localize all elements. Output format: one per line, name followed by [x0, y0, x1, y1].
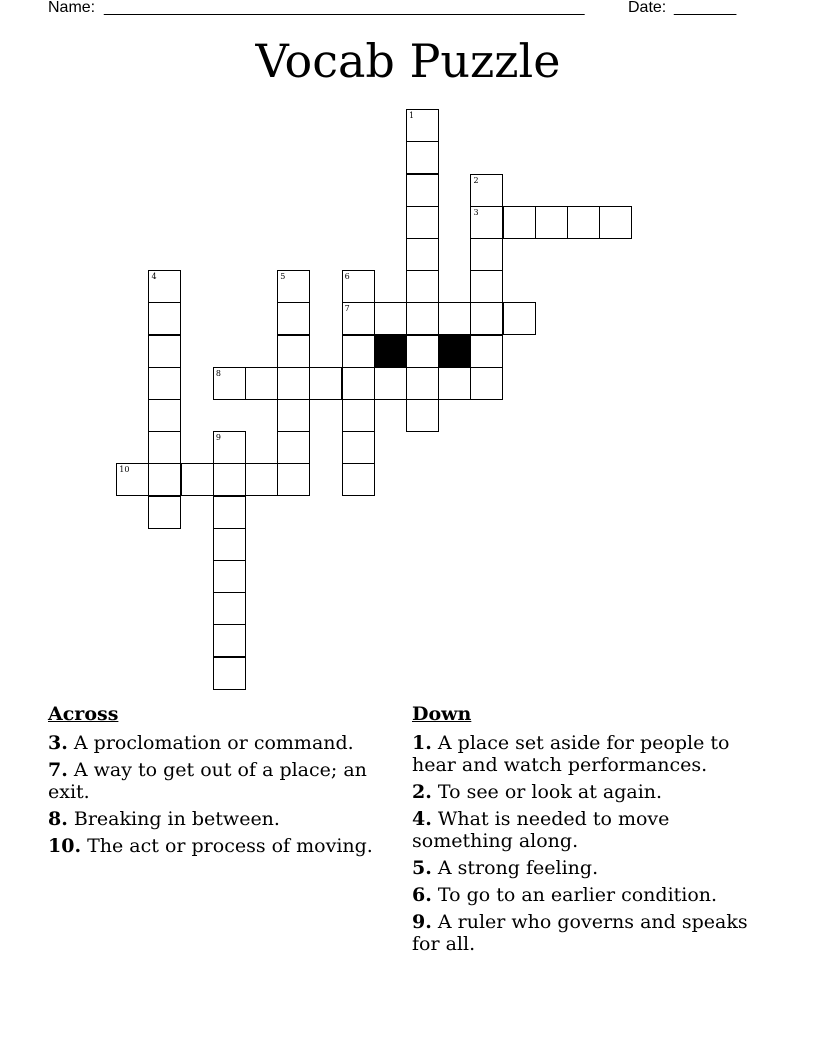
crossword-cell[interactable]	[406, 270, 439, 303]
crossword-cell[interactable]	[342, 270, 375, 303]
crossword-cell[interactable]	[277, 399, 310, 432]
crossword-cell[interactable]	[342, 431, 375, 464]
clue-number: 5.	[412, 857, 432, 879]
puzzle-title: Vocab Puzzle	[255, 34, 561, 88]
crossword-cell[interactable]	[406, 302, 439, 335]
clue-text: A ruler who governs and speaks for all.	[412, 911, 748, 955]
crossword-cell[interactable]	[503, 302, 536, 335]
down-clues	[412, 702, 772, 960]
crossword-cell[interactable]	[213, 624, 246, 657]
clue-text: To see or look at again.	[437, 781, 663, 803]
clue-number: 9.	[412, 911, 432, 933]
clue-text: What is needed to move something along.	[412, 808, 670, 852]
crossword-cell[interactable]	[213, 592, 246, 625]
crossword-cell[interactable]	[438, 302, 471, 335]
clue-number: 7.	[48, 759, 68, 781]
clue-number: 4.	[412, 808, 432, 830]
crossword-cell[interactable]	[148, 270, 181, 303]
crossword-cell[interactable]	[213, 431, 246, 464]
crossword-cell[interactable]	[535, 206, 568, 239]
crossword-cell[interactable]	[213, 560, 246, 593]
clue-number: 3.	[48, 732, 68, 754]
crossword-cell[interactable]	[438, 367, 471, 400]
crossword-cell[interactable]	[342, 367, 375, 400]
crossword-cell[interactable]	[406, 109, 439, 142]
clue-down-2	[412, 781, 772, 803]
crossword-cell[interactable]	[342, 463, 375, 496]
crossword-cell[interactable]	[277, 270, 310, 303]
crossword-cell[interactable]	[277, 302, 310, 335]
name-label: Name:	[48, 0, 96, 16]
clue-down-5	[412, 857, 772, 879]
clue-number-label: 10	[119, 465, 130, 475]
crossword-cell[interactable]	[406, 367, 439, 400]
crossword-cell[interactable]	[213, 496, 246, 529]
clue-down-6	[412, 884, 772, 906]
crossword-cell[interactable]	[374, 367, 407, 400]
clue-down-9	[412, 911, 772, 955]
crossword-cell[interactable]	[342, 399, 375, 432]
clue-number: 8.	[48, 808, 68, 830]
clue-text: A proclomation or command.	[73, 732, 354, 754]
clue-text: A strong feeling.	[437, 857, 599, 879]
crossword-black-square	[438, 335, 471, 368]
crossword-cell[interactable]	[406, 141, 439, 174]
clue-number-label: 4	[151, 272, 157, 282]
clue-number-label: 9	[215, 433, 221, 443]
crossword-cell[interactable]	[470, 335, 503, 368]
clue-across-7	[48, 759, 398, 803]
crossword-cell[interactable]	[181, 463, 214, 496]
clue-text: A way to get out of a place; an exit.	[48, 759, 367, 803]
crossword-cell[interactable]	[277, 463, 310, 496]
crossword-cell[interactable]	[470, 174, 503, 207]
across-clues	[48, 702, 398, 862]
clue-number: 6.	[412, 884, 432, 906]
clue-across-10	[48, 835, 398, 857]
clue-number: 2.	[412, 781, 432, 803]
crossword-cell[interactable]	[470, 367, 503, 400]
clue-number-label: 8	[215, 368, 221, 378]
date-field-line[interactable]: _______	[674, 0, 737, 16]
crossword-cell[interactable]	[213, 657, 246, 690]
crossword-cell[interactable]	[148, 399, 181, 432]
crossword-cell[interactable]	[213, 367, 246, 400]
crossword-black-square	[374, 335, 407, 368]
crossword-cell[interactable]	[406, 206, 439, 239]
clue-across-3	[48, 732, 398, 754]
crossword-cell[interactable]	[309, 367, 342, 400]
date-label: Date:	[628, 0, 667, 16]
across-heading: Across	[48, 703, 119, 725]
crossword-cell[interactable]	[148, 367, 181, 400]
down-heading: Down	[412, 703, 472, 725]
clue-number-label: 5	[280, 272, 286, 282]
crossword-cell[interactable]	[245, 463, 278, 496]
clue-text: To go to an earlier condition.	[437, 884, 718, 906]
clue-number-label: 2	[473, 175, 479, 185]
crossword-cell[interactable]	[599, 206, 632, 239]
crossword-cell[interactable]	[406, 399, 439, 432]
crossword-cell[interactable]	[406, 335, 439, 368]
clue-number-label: 1	[409, 111, 415, 121]
clue-text: A place set aside for people to hear and watch performances.	[412, 732, 730, 776]
clue-text: Breaking in between.	[73, 808, 280, 830]
crossword-cell[interactable]	[213, 528, 246, 561]
crossword-cell[interactable]	[470, 206, 503, 239]
crossword-cell[interactable]	[277, 335, 310, 368]
crossword-cell[interactable]	[374, 302, 407, 335]
crossword-cell[interactable]	[470, 302, 503, 335]
crossword-cell[interactable]	[148, 302, 181, 335]
crossword-cell[interactable]	[213, 463, 246, 496]
crossword-cell[interactable]	[277, 367, 310, 400]
clue-across-8	[48, 808, 398, 830]
crossword-cell[interactable]	[406, 174, 439, 207]
crossword-cell[interactable]	[470, 270, 503, 303]
crossword-cell[interactable]	[503, 206, 536, 239]
crossword-cell[interactable]	[342, 302, 375, 335]
clue-number-label: 6	[344, 272, 350, 282]
clue-down-4	[412, 808, 772, 852]
crossword-cell[interactable]	[342, 335, 375, 368]
crossword-cell[interactable]	[406, 238, 439, 271]
clue-number: 10.	[48, 835, 82, 857]
name-field-line[interactable]: ______________________________________________________	[104, 0, 585, 16]
clue-number-label: 3	[473, 207, 479, 217]
clue-number: 1.	[412, 732, 432, 754]
crossword-cell[interactable]	[148, 335, 181, 368]
crossword-cell[interactable]	[470, 238, 503, 271]
clue-down-1	[412, 732, 772, 776]
clue-number-label: 7	[344, 304, 350, 314]
crossword-cell[interactable]	[245, 367, 278, 400]
crossword-cell[interactable]	[148, 431, 181, 464]
crossword-cell[interactable]	[567, 206, 600, 239]
crossword-cell[interactable]	[116, 463, 149, 496]
clue-text: The act or process of moving.	[87, 835, 373, 857]
crossword-cell[interactable]	[148, 496, 181, 529]
crossword-cell[interactable]	[148, 463, 181, 496]
crossword-cell[interactable]	[277, 431, 310, 464]
